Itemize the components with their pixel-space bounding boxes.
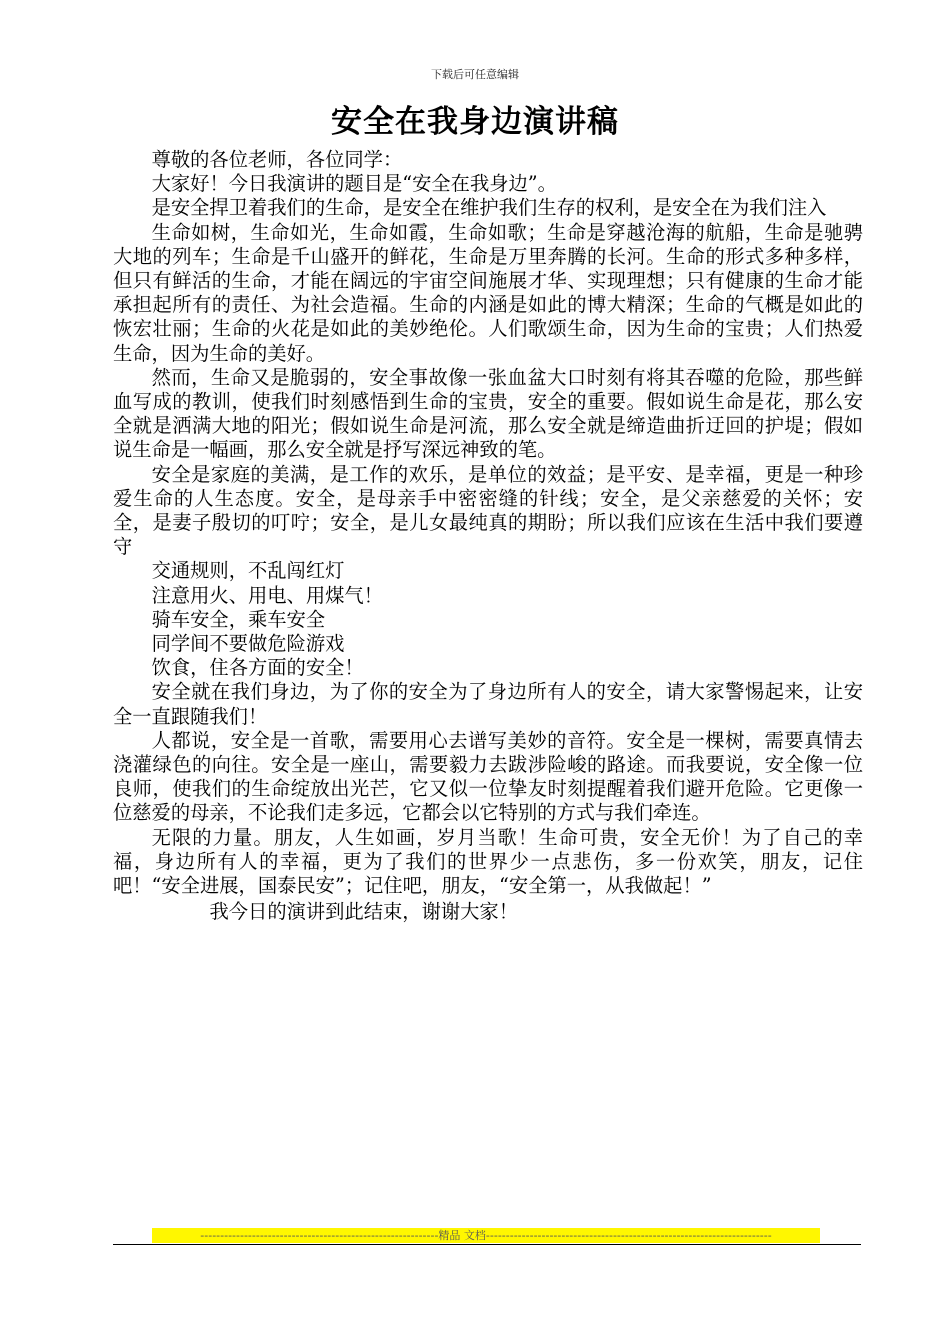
list-item: 饮食，住各方面的安全！	[151, 656, 364, 680]
list-item: 交通规则，不乱闯红灯	[151, 559, 345, 583]
footer-banner: ------------------------------------------------------------精品 文档------------------------------------------------------------------------	[152, 1228, 820, 1243]
paragraph: 然而，生命又是脆弱的，安全事故像一张血盆大口时刻有将其吞噬的危险，那些鲜血写成的教训，使我们时刻感悟到生命的宝贵，安全的重要。假如说生命是花，那么安全就是洒满大地的阳光；假如说生命是河流，那么安全就是缔造曲折迂回的护堤；假如说生命是一幅画，那么安全就是抒写深远神致的笔。	[113, 365, 863, 462]
list-item: 注意用火、用电、用煤气！	[151, 583, 383, 607]
speech-body	[113, 148, 863, 925]
paragraph: 生命如树，生命如光，生命如霞，生命如歌；生命是穿越沧海的航船，生命是驰骋大地的列车；生命是千山盛开的鲜花，生命是万里奔腾的长河。生命的形式多种多样，但只有鲜活的生命，才能在阔远的宇宙空间施展才华、实现理想；只有健康的生命才能承担起所有的责任、为社会造福。生命的内涵是如此的博大精深；生命的气概是如此的恢宏壮丽；生命的火花是如此的美妙绝伦。人们歌颂生命，因为生命的宝贵；人们热爱生命，因为生命的美好。	[113, 220, 863, 365]
paragraph: 人都说，安全是一首歌，需要用心去谱写美妙的音符。安全是一棵树，需要真情去浇灌绿色的向往。安全是一座山，需要毅力去跋涉险峻的路途。而我要说，安全像一位良师，使我们的生命绽放出光芒，它又似一位挚友时刻提醒着我们避开危险。它更像一位慈爱的母亲，不论我们走多远，它都会以它特别的方式与我们牵连。	[113, 728, 863, 825]
header-note: 下载后可任意编辑	[431, 68, 519, 81]
list-item: 骑车安全，乘车安全	[151, 607, 326, 631]
paragraph: 尊敬的各位老师，各位同学：	[151, 148, 403, 171]
paragraph: 是安全捍卫着我们的生命，是安全在维护我们生存的权利，是安全在为我们注入	[151, 196, 827, 220]
paragraph: 安全是家庭的美满，是工作的欢乐，是单位的效益；是平安、是幸福，更是一种珍爱生命的人生态度。安全，是母亲手中密密缝的针线；安全，是父亲慈爱的关怀；安全，是妻子殷切的叮咛；安全，是儿女最纯真的期盼；所以我们应该在生活中我们要遵守	[113, 462, 863, 559]
paragraph: 安全就在我们身边，为了你的安全为了身边所有人的安全，请大家警惕起来，让安全一直跟随我们！	[113, 680, 863, 728]
paragraph: 大家好！今日我演讲的题目是“安全在我身边”。	[151, 172, 557, 196]
page-title: 安全在我身边演讲稿	[331, 104, 619, 140]
paragraph: 无限的力量。朋友，人生如画，岁月当歌！生命可贵，安全无价！为了自己的幸福，身边所有人的幸福，更为了我们的世界少一点悲伤，多一份欢笑，朋友，记住吧！“安全进展，国泰民安”；记住吧，朋友，“安全第一，从我做起！”	[113, 825, 863, 898]
closing-line: 我今日的演讲到此结束，谢谢大家！	[209, 900, 518, 924]
list-item: 同学间不要做危险游戏	[151, 632, 345, 656]
footer-divider	[113, 1244, 861, 1245]
